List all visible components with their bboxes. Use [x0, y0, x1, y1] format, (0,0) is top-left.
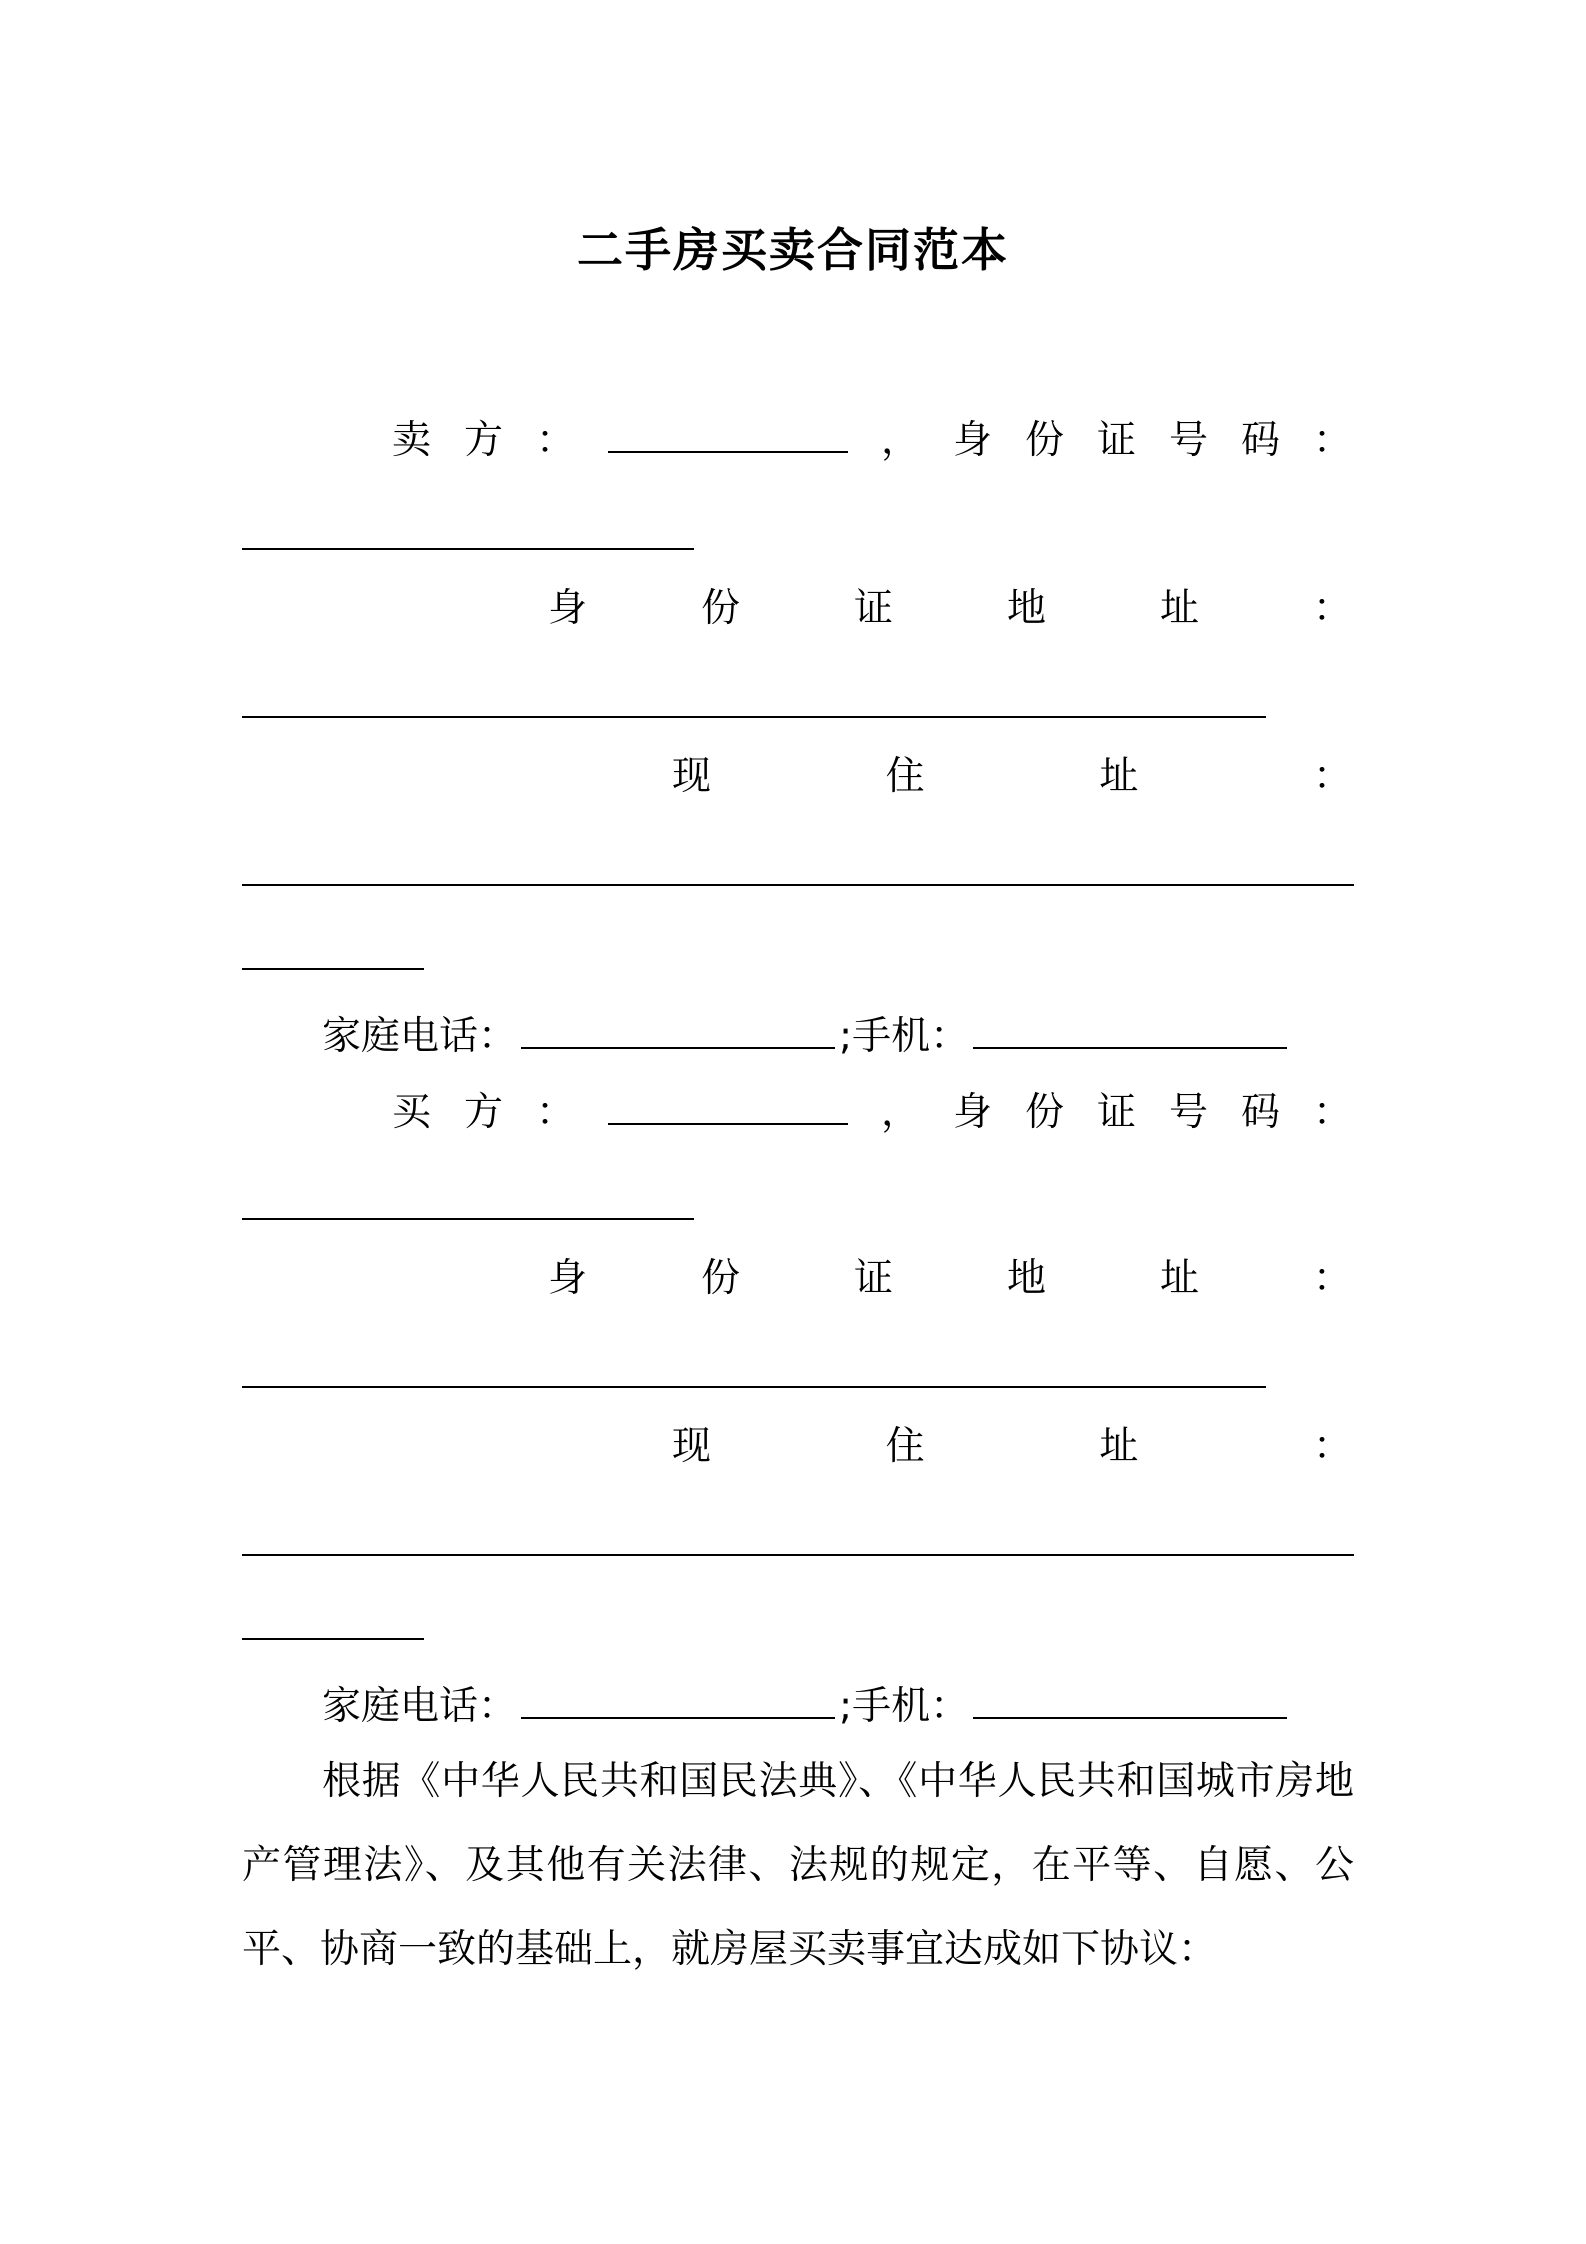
seller-current-address-blank-cont[interactable] — [242, 968, 424, 970]
seller-current-address-blank[interactable] — [242, 884, 1354, 886]
buyer-home-phone-label: 家庭电话： — [322, 1684, 518, 1729]
seller-phone-row — [322, 998, 1291, 1068]
seller-id-address-row — [548, 570, 1352, 640]
seller-id-addr-char: 址 — [1159, 586, 1199, 631]
seller-id-address-blank[interactable] — [242, 716, 1266, 718]
buyer-id-label-char: 号 — [1168, 1090, 1208, 1135]
buyer-current-address-blank-cont[interactable] — [242, 1638, 424, 1640]
seller-id-label-char: 证 — [1096, 418, 1136, 463]
buyer-id-addr-char: ： — [1312, 1256, 1352, 1301]
buyer-id-addr-char: 份 — [700, 1256, 740, 1301]
seller-name-blank[interactable] — [608, 421, 848, 453]
seller-id-label-char: 号 — [1168, 418, 1208, 463]
buyer-id-addr-char: 地 — [1006, 1256, 1046, 1301]
seller-name-row — [392, 402, 1352, 472]
buyer-id-address-row — [548, 1240, 1352, 1310]
buyer-cur-addr-char: 住 — [885, 1424, 925, 1469]
buyer-id-addr-char: 身 — [548, 1256, 588, 1301]
buyer-name-row — [392, 1074, 1352, 1144]
buyer-id-number-blank[interactable] — [242, 1218, 694, 1220]
buyer-id-addr-char: 证 — [853, 1256, 893, 1301]
seller-id-label-char: 码 — [1240, 418, 1280, 463]
buyer-id-addr-char: 址 — [1159, 1256, 1199, 1301]
buyer-label-char: 买 — [392, 1090, 432, 1135]
seller-id-addr-char: ： — [1312, 586, 1352, 631]
seller-mobile-blank[interactable] — [973, 1017, 1287, 1049]
buyer-label-char: 方 — [464, 1090, 504, 1135]
buyer-id-address-blank[interactable] — [242, 1386, 1266, 1388]
buyer-home-phone-blank[interactable] — [521, 1687, 835, 1719]
buyer-id-label-char: 份 — [1024, 1090, 1064, 1135]
seller-id-addr-char: 份 — [700, 586, 740, 631]
buyer-mobile-blank[interactable] — [973, 1687, 1287, 1719]
seller-mobile-label: ;手机： — [839, 1014, 970, 1059]
seller-cur-addr-char: 住 — [885, 754, 925, 799]
buyer-id-label-char: 身 — [952, 1090, 992, 1135]
seller-cur-addr-char: 现 — [672, 754, 712, 799]
seller-id-addr-char: 证 — [853, 586, 893, 631]
buyer-mobile-label: ;手机： — [839, 1684, 970, 1729]
seller-id-label-char: ： — [1312, 418, 1352, 463]
buyer-cur-addr-char: 现 — [672, 1424, 712, 1469]
buyer-name-blank[interactable] — [608, 1093, 848, 1125]
seller-id-addr-char: 身 — [548, 586, 588, 631]
seller-id-number-blank[interactable] — [242, 548, 694, 550]
buyer-phone-row — [322, 1668, 1291, 1738]
buyer-id-label-char: ： — [1312, 1090, 1352, 1135]
buyer-id-label-char: 码 — [1240, 1090, 1280, 1135]
seller-label-char: 卖 — [392, 418, 432, 463]
seller-home-phone-blank[interactable] — [521, 1017, 835, 1049]
agreement-paragraph: 根据《中华人民共和国民法典》、《中华人民共和国城市房地产管理法》、及其他有关法律、法规的规定，在平等、自愿、公平、协商一致的基础上，就房屋买卖事宜达成如下协议： — [242, 1759, 1354, 1972]
seller-id-label-char: 身 — [952, 418, 992, 463]
seller-home-phone-label: 家庭电话： — [322, 1014, 518, 1059]
seller-cur-addr-char: ： — [1312, 754, 1352, 799]
seller-id-label-char: 份 — [1024, 418, 1064, 463]
buyer-id-label-char: 证 — [1096, 1090, 1136, 1135]
seller-current-address-row — [672, 738, 1352, 808]
buyer-label-char: ： — [536, 1090, 576, 1135]
seller-id-addr-char: 地 — [1006, 586, 1046, 631]
buyer-current-address-row — [672, 1408, 1352, 1478]
buyer-current-address-blank[interactable] — [242, 1554, 1354, 1556]
seller-cur-addr-char: 址 — [1099, 754, 1139, 799]
seller-label-char: ： — [536, 418, 576, 463]
seller-label-char: 方 — [464, 418, 504, 463]
page-title: 二手房买卖合同范本 — [577, 223, 1009, 277]
buyer-comma: ， — [880, 1090, 920, 1135]
buyer-cur-addr-char: ： — [1312, 1424, 1352, 1469]
seller-comma: ， — [880, 418, 920, 463]
buyer-cur-addr-char: 址 — [1099, 1424, 1139, 1469]
